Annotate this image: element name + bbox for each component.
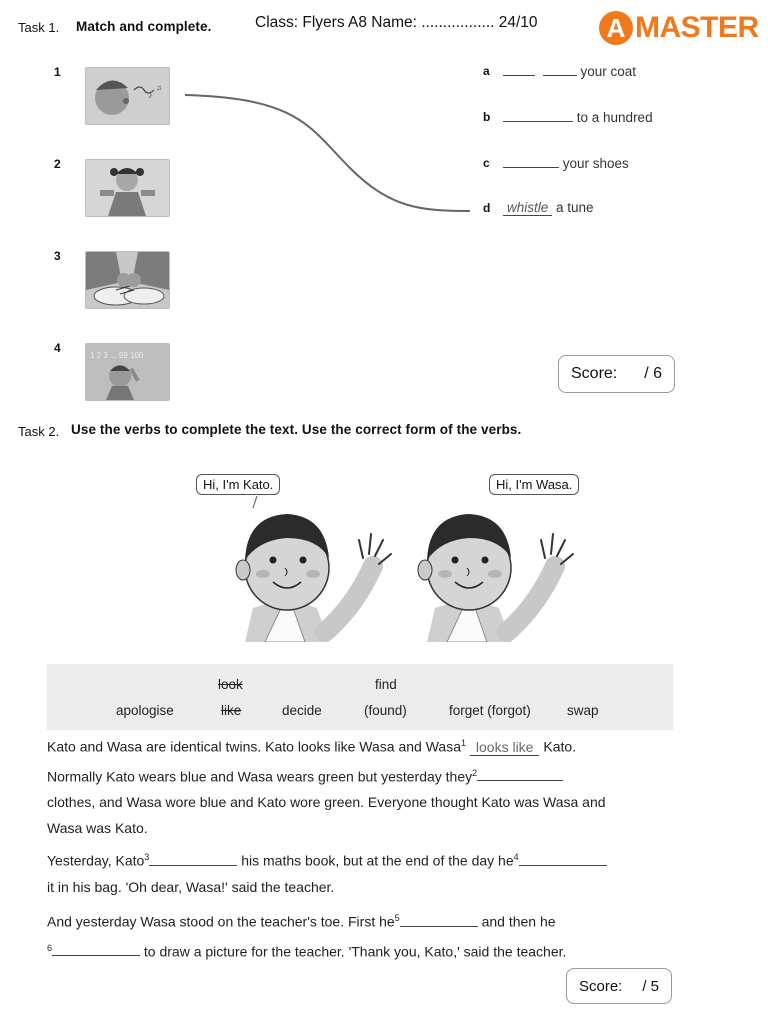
gap-number-5: 5 [394,913,400,923]
gap-4-blank[interactable] [519,853,607,866]
task1-score-label: Score: [571,365,618,382]
svg-text:♪: ♪ [148,90,153,100]
task2-title: Use the verbs to complete the text. Use the correct form of the verbs. [71,422,522,437]
para1-line2-text: Normally Kato wears blue and Wasa wears green but yesterday they [47,768,473,785]
task1-number-1: 1 [54,65,61,79]
item-a-text: your coat [580,64,637,79]
boy-blowing-picture [85,67,170,125]
paragraph-3 [47,905,727,964]
item-c-letter: c [483,156,490,170]
item-a [503,63,636,79]
para1-line2 [47,760,727,790]
verb-found: (found) [364,703,407,718]
verb-like: like [221,703,242,718]
shoes-laces-picture [85,251,170,309]
task1-score-total: / 6 [644,365,662,382]
boy-blowing-drawing [86,68,169,124]
para3-line1-end: and then he [481,913,556,930]
paragraph-1 [47,730,727,841]
task1-number-3: 3 [54,249,61,263]
verb-box [47,664,673,730]
verb-find: find [375,677,397,692]
paragraph-2 [47,844,727,900]
svg-text:♫: ♫ [156,83,162,92]
para1-line1 [47,730,727,760]
verb-decide: decide [282,703,322,718]
girl-shirt-picture [85,159,170,217]
task2-score-label: Score: [579,977,623,995]
gap-1-answer: looks like [470,739,540,756]
gap-number-4: 4 [513,852,519,862]
para2-line1-text: Yesterday, Kato [47,852,145,869]
task2-label: Task 2. [18,424,60,439]
gap-5-blank[interactable] [400,914,478,927]
gap-number-6: 6 [47,942,53,953]
speech-bubble-wasa: Hi, I'm Wasa. [489,474,579,495]
boy-counting-drawing [86,344,169,400]
blank-b[interactable] [503,109,573,122]
gap-number-2: 2 [472,767,478,778]
girl-shirt-drawing [86,160,169,216]
verb-forget: forget (forgot) [449,703,531,718]
blank-a2[interactable] [543,63,577,76]
item-c [503,155,629,171]
blank-c[interactable] [503,155,559,168]
item-d-text: a tune [556,200,594,215]
para1-line1-text: Kato and Wasa are identical twins. Kato looks like Wasa and Wasa [47,738,461,755]
task1-number-2: 2 [54,157,61,171]
item-c-text: your shoes [562,156,629,171]
logo-text: MASTER [635,11,759,44]
item-b-letter: b [483,110,491,124]
match-line-1-d [180,88,480,218]
verb-swap: swap [567,703,599,718]
para3-line2-text: to draw a picture for the teacher. 'Thank you, Kato,' said the teacher. [143,943,567,960]
verb-apologise: apologise [116,703,174,718]
item-d-letter: d [483,201,491,215]
gap-6-blank[interactable] [52,943,140,956]
para3-line1-text: And yesterday Wasa stood on the teacher's toe. First he [47,913,395,930]
logo-a-icon: A [599,11,633,45]
gap-2-blank[interactable] [477,768,563,781]
verb-look: look [218,677,243,692]
twins-illustration [225,496,585,642]
item-b-text: to a hundred [576,110,653,125]
item-d [503,200,594,215]
para1-line1-end: Kato. [543,738,577,755]
task2-score-total: / 5 [642,977,659,995]
amaster-logo [599,11,759,45]
wasa-figure [418,514,573,642]
speech-bubble-kato: Hi, I'm Kato. [196,474,280,495]
item-d-answer: whistle [503,200,552,216]
gap-3-blank[interactable] [149,853,237,866]
task2-score-box[interactable] [566,968,672,1004]
para1-line3: clothes, and Wasa wore blue and Kato wore green. Everyone thought Kato was Wasa and [47,794,606,811]
task1-score-box[interactable] [558,355,675,393]
blank-a1[interactable] [503,63,535,76]
para2-line1 [47,844,727,874]
para1-line4: Wasa was Kato. [47,820,148,837]
gap-number-1: 1 [460,738,466,748]
class-name-line: Class: Flyers A8 Name: ................. 24/10 [255,14,538,31]
gap-number-3: 3 [144,852,150,862]
para3-line2 [47,935,727,965]
counting-numbers-text: 1 2 3 ... 99 100 [90,351,144,360]
para2-line1-mid: his maths book, but at the end of the day he [241,852,514,869]
boy-counting-picture [85,343,170,401]
item-b [503,109,653,125]
task1-title: Match and complete. [76,19,212,34]
task1-label: Task 1. [18,20,60,35]
shoes-laces-drawing [86,252,169,308]
kato-figure [236,496,391,642]
item-a-letter: a [483,64,490,78]
task1-number-4: 4 [54,341,61,355]
para2-line2: it in his bag. 'Oh dear, Wasa!' said the teacher. [47,878,335,895]
para3-line1 [47,905,727,935]
